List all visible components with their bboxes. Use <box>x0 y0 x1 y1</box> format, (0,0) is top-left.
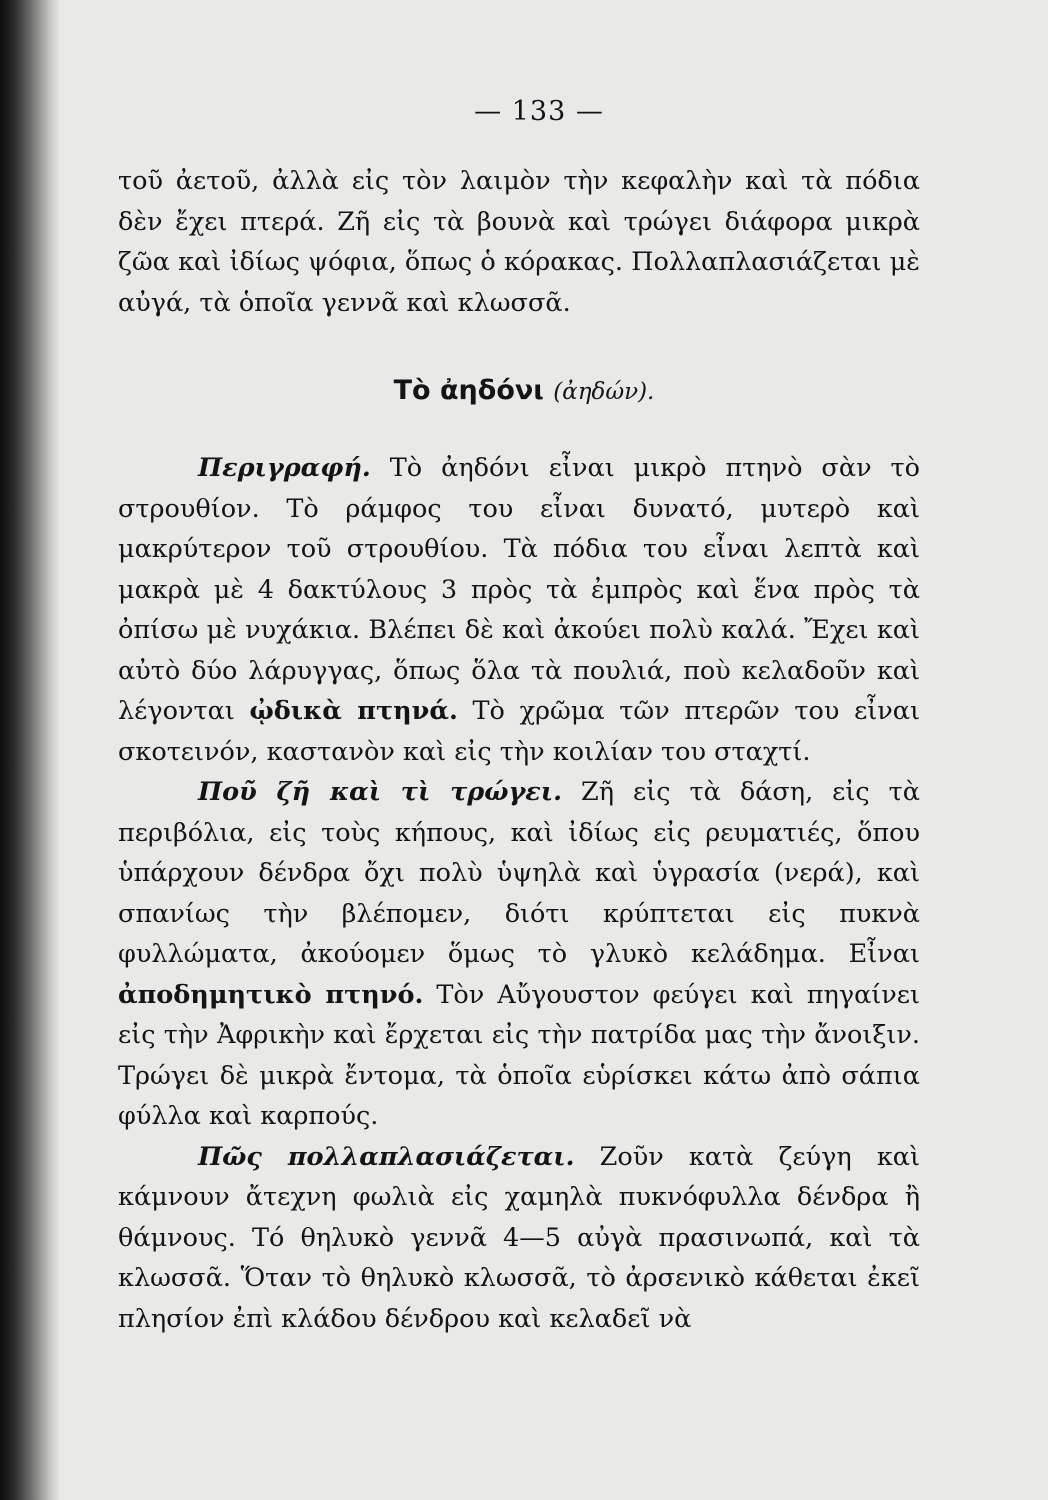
section-description-text-after: Τὸ χρῶμα τῶν πτερῶν του εἶναι σκοτεινόν, καστανὸν καὶ εἰς τὴν κοιλίαν του σταχτί. <box>118 696 920 767</box>
chapter-title: Τὸ ἀηδόνι <box>393 375 544 406</box>
section-habitat <box>118 772 920 1137</box>
book-binding-shadow <box>0 0 60 1500</box>
book-page <box>118 96 920 1339</box>
section-description <box>118 448 920 772</box>
section-reproduction <box>118 1137 920 1340</box>
section-description-emphasis: ᾠδικὰ πτηνά. <box>249 696 458 726</box>
section-description-text: Τὸ ἀηδόνι εἶναι μικρὸ πτηνὸ σὰν τὸ στρουθίον. Τὸ ράμφος του εἶναι δυνατό, μυτερὸ καὶ μακρύτερον τοῦ στρουθίου. Τὰ πόδια του εἶναι λεπτὰ καὶ μακρὰ μὲ 4 δακτύλους 3 πρὸς τὰ ἐμπρὸς καὶ ἕνα πρὸς τὰ ὀπίσω μὲ νυχάκια. Βλέπει δὲ καὶ ἀκούει πολὺ καλά. Ἔχει καὶ αὐτὸ δύο λάρυγγας, ὅπως ὅλα τὰ πουλιά, ποὺ κελαδοῦν καὶ λέγονται <box>118 453 920 726</box>
section-habitat-text: Ζῆ εἰς τὰ δάση, εἰς τὰ περιβόλια, εἰς τοὺς κήπους, καὶ ἰδίως εἰς ρευματιές, ὅπου ὑπάρχουν δένδρα ὄχι πολὺ ὑψηλὰ καὶ ὑγρασία (νερά), καὶ σπανίως τὴν βλέπομεν, διότι κρύπτεται εἰς πυκνὰ φυλλώματα, ἀκούομεν ὅμως τὸ γλυκὸ κελάδημα. Εἶναι <box>118 777 920 969</box>
intro-paragraph: τοῦ ἀετοῦ, ἀλλὰ εἰς τὸν λαιμὸν τὴν κεφαλὴν καὶ τὰ πόδια δὲν ἔχει πτερά. Ζῆ εἰς τὰ βουνὰ καὶ τρώγει διάφορα μικρὰ ζῶα καὶ ἰδίως ψόφια, ὅπως ὁ κόρακας. Πολλαπλασιάζεται μὲ αὐγά, τὰ ὁποῖα γεννᾶ καὶ κλωσσᾶ. <box>118 166 920 318</box>
chapter-heading <box>118 375 920 406</box>
section-title-habitat: Ποῦ ζῆ καὶ τὶ τρώγει. <box>198 777 563 807</box>
section-habitat-emphasis: ἀποδημητικὸ πτηνό. <box>118 979 424 1010</box>
section-title-reproduction: Πῶς πολλαπλασιάζεται. <box>198 1141 575 1172</box>
chapter-subtitle: (ἀηδών). <box>553 379 655 405</box>
section-title-description: Περιγραφή. <box>198 453 371 483</box>
section-habitat-text-after: Τὸν Αὔγουστον φεύγει καὶ πηγαίνει εἰς τὴν Ἀφρικὴν καὶ ἔρχεται εἰς τὴν πατρίδα μας τὴν ἄνοιξιν. Τρώγει δὲ μικρὰ ἔντομα, τὰ ὁποῖα εὑρίσκει κάτω ἀπὸ σάπια φύλλα καὶ καρπούς. <box>118 979 921 1131</box>
page-number: — 133 — <box>474 96 604 127</box>
section-reproduction-text: Ζοῦν κατὰ ζεύγη καὶ κάμνουν ἄτεχνη φωλιὰ εἰς χαμηλὰ πυκνόφυλλα δένδρα ἢ θάμνους. Τό θηλυκὸ γεννᾶ 4—5 αὐγὰ πρασινωπά, καὶ τὰ κλωσσᾶ. Ὅταν τὸ θηλυκὸ κλωσσᾶ, τὸ ἀρσενικὸ κάθεται ἐκεῖ πλησίον ἐπὶ κλάδου δένδρου καὶ κελαδεῖ νὰ <box>118 1141 920 1334</box>
